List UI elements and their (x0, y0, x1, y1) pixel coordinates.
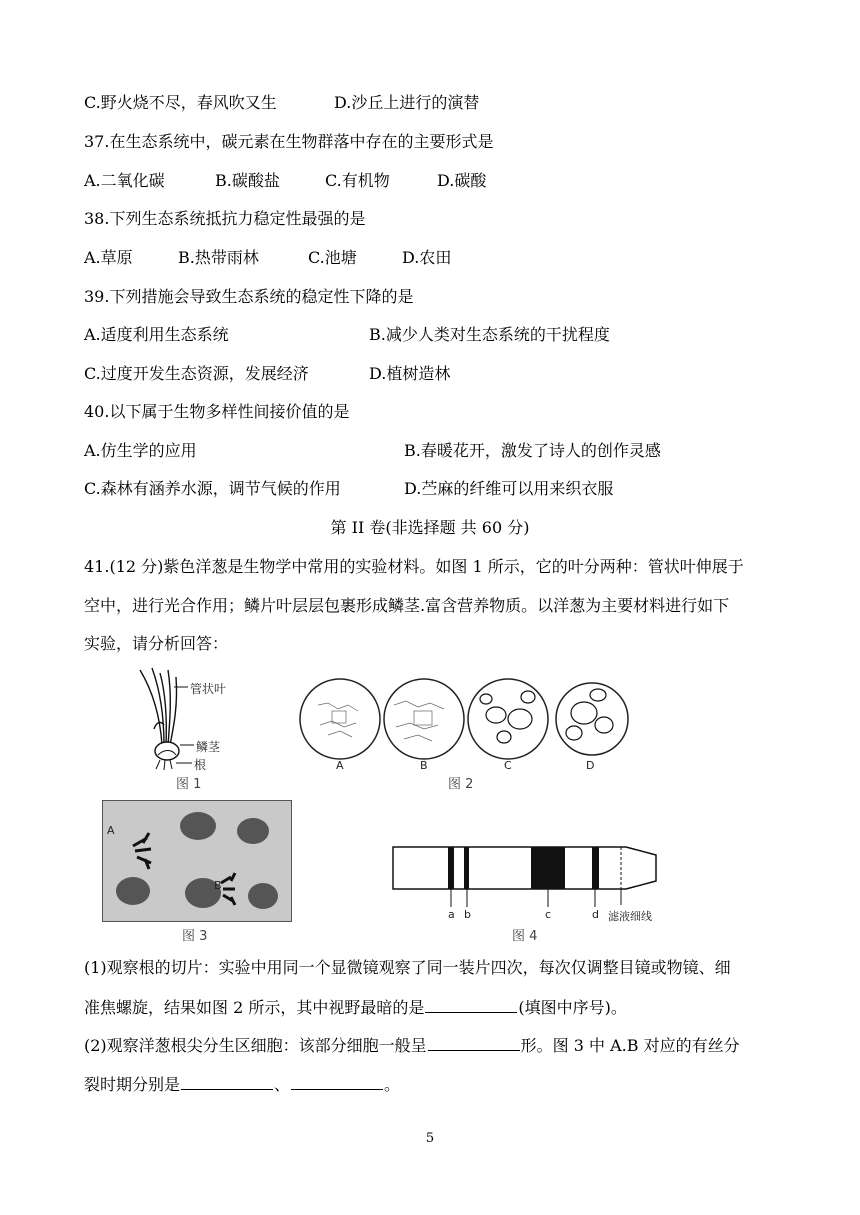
fig3-caption: 图 3 (182, 929, 208, 944)
fig2-caption: 图 2 (448, 777, 474, 792)
fig3-label-b: B (214, 879, 222, 892)
fig4-label-d: d (592, 908, 599, 921)
q37-option-b: B.碳酸盐 (215, 171, 280, 190)
fig1-caption: 图 1 (176, 777, 202, 792)
fig4-caption: 图 4 (512, 929, 538, 944)
answer-blank-3[interactable] (181, 1073, 273, 1090)
fig1-label-root: 根 (194, 758, 207, 772)
q41-part2-end: 。 (384, 1075, 401, 1094)
q39-stem: 39.下列措施会导致生态系统的稳定性下降的是 (84, 287, 414, 306)
fig4-label-b: b (464, 908, 471, 921)
q38-option-d: D.农田 (402, 248, 452, 267)
fig1-label-tubular-leaf: 管状叶 (190, 682, 227, 696)
q37-stem: 37.在生态系统中，碳元素在生物群落中存在的主要形式是 (84, 132, 494, 151)
q36-option-d: D.沙丘上进行的演替 (334, 93, 480, 112)
q41-part1-suffix: (填图中序号)。 (518, 998, 627, 1017)
q41-part2-line-2 (84, 1073, 400, 1096)
q41-part1-line-1: (1)观察根的切片：实验中用同一个显微镜观察了同一装片四次，每次仅调整目镜或物镜、细 (84, 958, 731, 977)
q39-option-a: A.适度利用生态系统 (84, 325, 229, 344)
q41-intro-line-3: 实验，请分析回答： (84, 634, 229, 653)
q41-part2-mid: 形。图 3 中 A.B 对应的有丝分 (520, 1036, 740, 1055)
q41-part2-text: (2)观察洋葱根尖分生区细胞：该部分细胞一般呈 (84, 1036, 427, 1055)
figure-2-microscope-fields (298, 675, 630, 775)
q41-part2-separator: 、 (274, 1075, 291, 1094)
q39-option-b: B.减少人类对生态系统的干扰程度 (369, 325, 610, 344)
fig2-label-a: A (336, 759, 344, 772)
q40-option-d: D.苎麻的纤维可以用来织衣服 (404, 479, 614, 498)
fig2-label-c: C (504, 759, 512, 772)
fig4-label-filter-line: 滤液细线 (608, 910, 652, 923)
q38-option-a: A.草原 (84, 248, 133, 267)
q41-intro-line-1: 41.(12 分)紫色洋葱是生物学中常用的实验材料。如图 1 所示，它的叶分两种：管状叶伸展于 (84, 557, 744, 576)
answer-blank-2[interactable] (428, 1034, 520, 1051)
q37-option-c: C.有机物 (325, 171, 390, 190)
q41-part1-line-2 (84, 996, 627, 1019)
answer-blank-1[interactable] (425, 996, 517, 1013)
q36-option-c: C.野火烧不尽，春风吹又生 (84, 93, 277, 112)
q41-intro-line-2: 空中，进行光合作用；鳞片叶层层包裹形成鳞茎.富含营养物质。以洋葱为主要材料进行如下 (84, 596, 730, 615)
fig3-label-a: A (107, 824, 115, 837)
fig4-label-c: c (545, 908, 552, 921)
q40-option-c: C.森林有涵养水源，调节气候的作用 (84, 479, 341, 498)
q39-option-d: D.植树造林 (369, 364, 451, 383)
q38-stem: 38.下列生态系统抵抗力稳定性最强的是 (84, 209, 366, 228)
fig2-label-d: D (586, 759, 595, 772)
q38-option-b: B.热带雨林 (178, 248, 259, 267)
section-title: 第 II 卷(非选择题 共 60 分) (330, 518, 530, 537)
fig2-label-b: B (420, 759, 428, 772)
page-number: 5 (425, 1131, 435, 1146)
fig1-label-bulb: 鳞茎 (196, 740, 221, 754)
q40-stem: 40.以下属于生物多样性间接价值的是 (84, 402, 350, 421)
q37-option-d: D.碳酸 (437, 171, 487, 190)
figure-3-micrograph (102, 800, 292, 922)
q40-option-a: A.仿生学的应用 (84, 441, 197, 460)
q40-option-b: B.春暖花开，激发了诗人的创作灵感 (404, 441, 661, 460)
q41-part2-prefix: 裂时期分别是 (84, 1075, 181, 1094)
q41-part2-line-1 (84, 1034, 740, 1057)
fig4-label-a: a (448, 908, 455, 921)
q37-option-a: A.二氧化碳 (84, 171, 165, 190)
q39-option-c: C.过度开发生态资源，发展经济 (84, 364, 309, 383)
q38-option-c: C.池塘 (308, 248, 357, 267)
answer-blank-4[interactable] (291, 1073, 383, 1090)
figure-4-chromatography (392, 843, 658, 893)
q41-part1-text: 准焦螺旋，结果如图 2 所示，其中视野最暗的是 (84, 998, 425, 1017)
